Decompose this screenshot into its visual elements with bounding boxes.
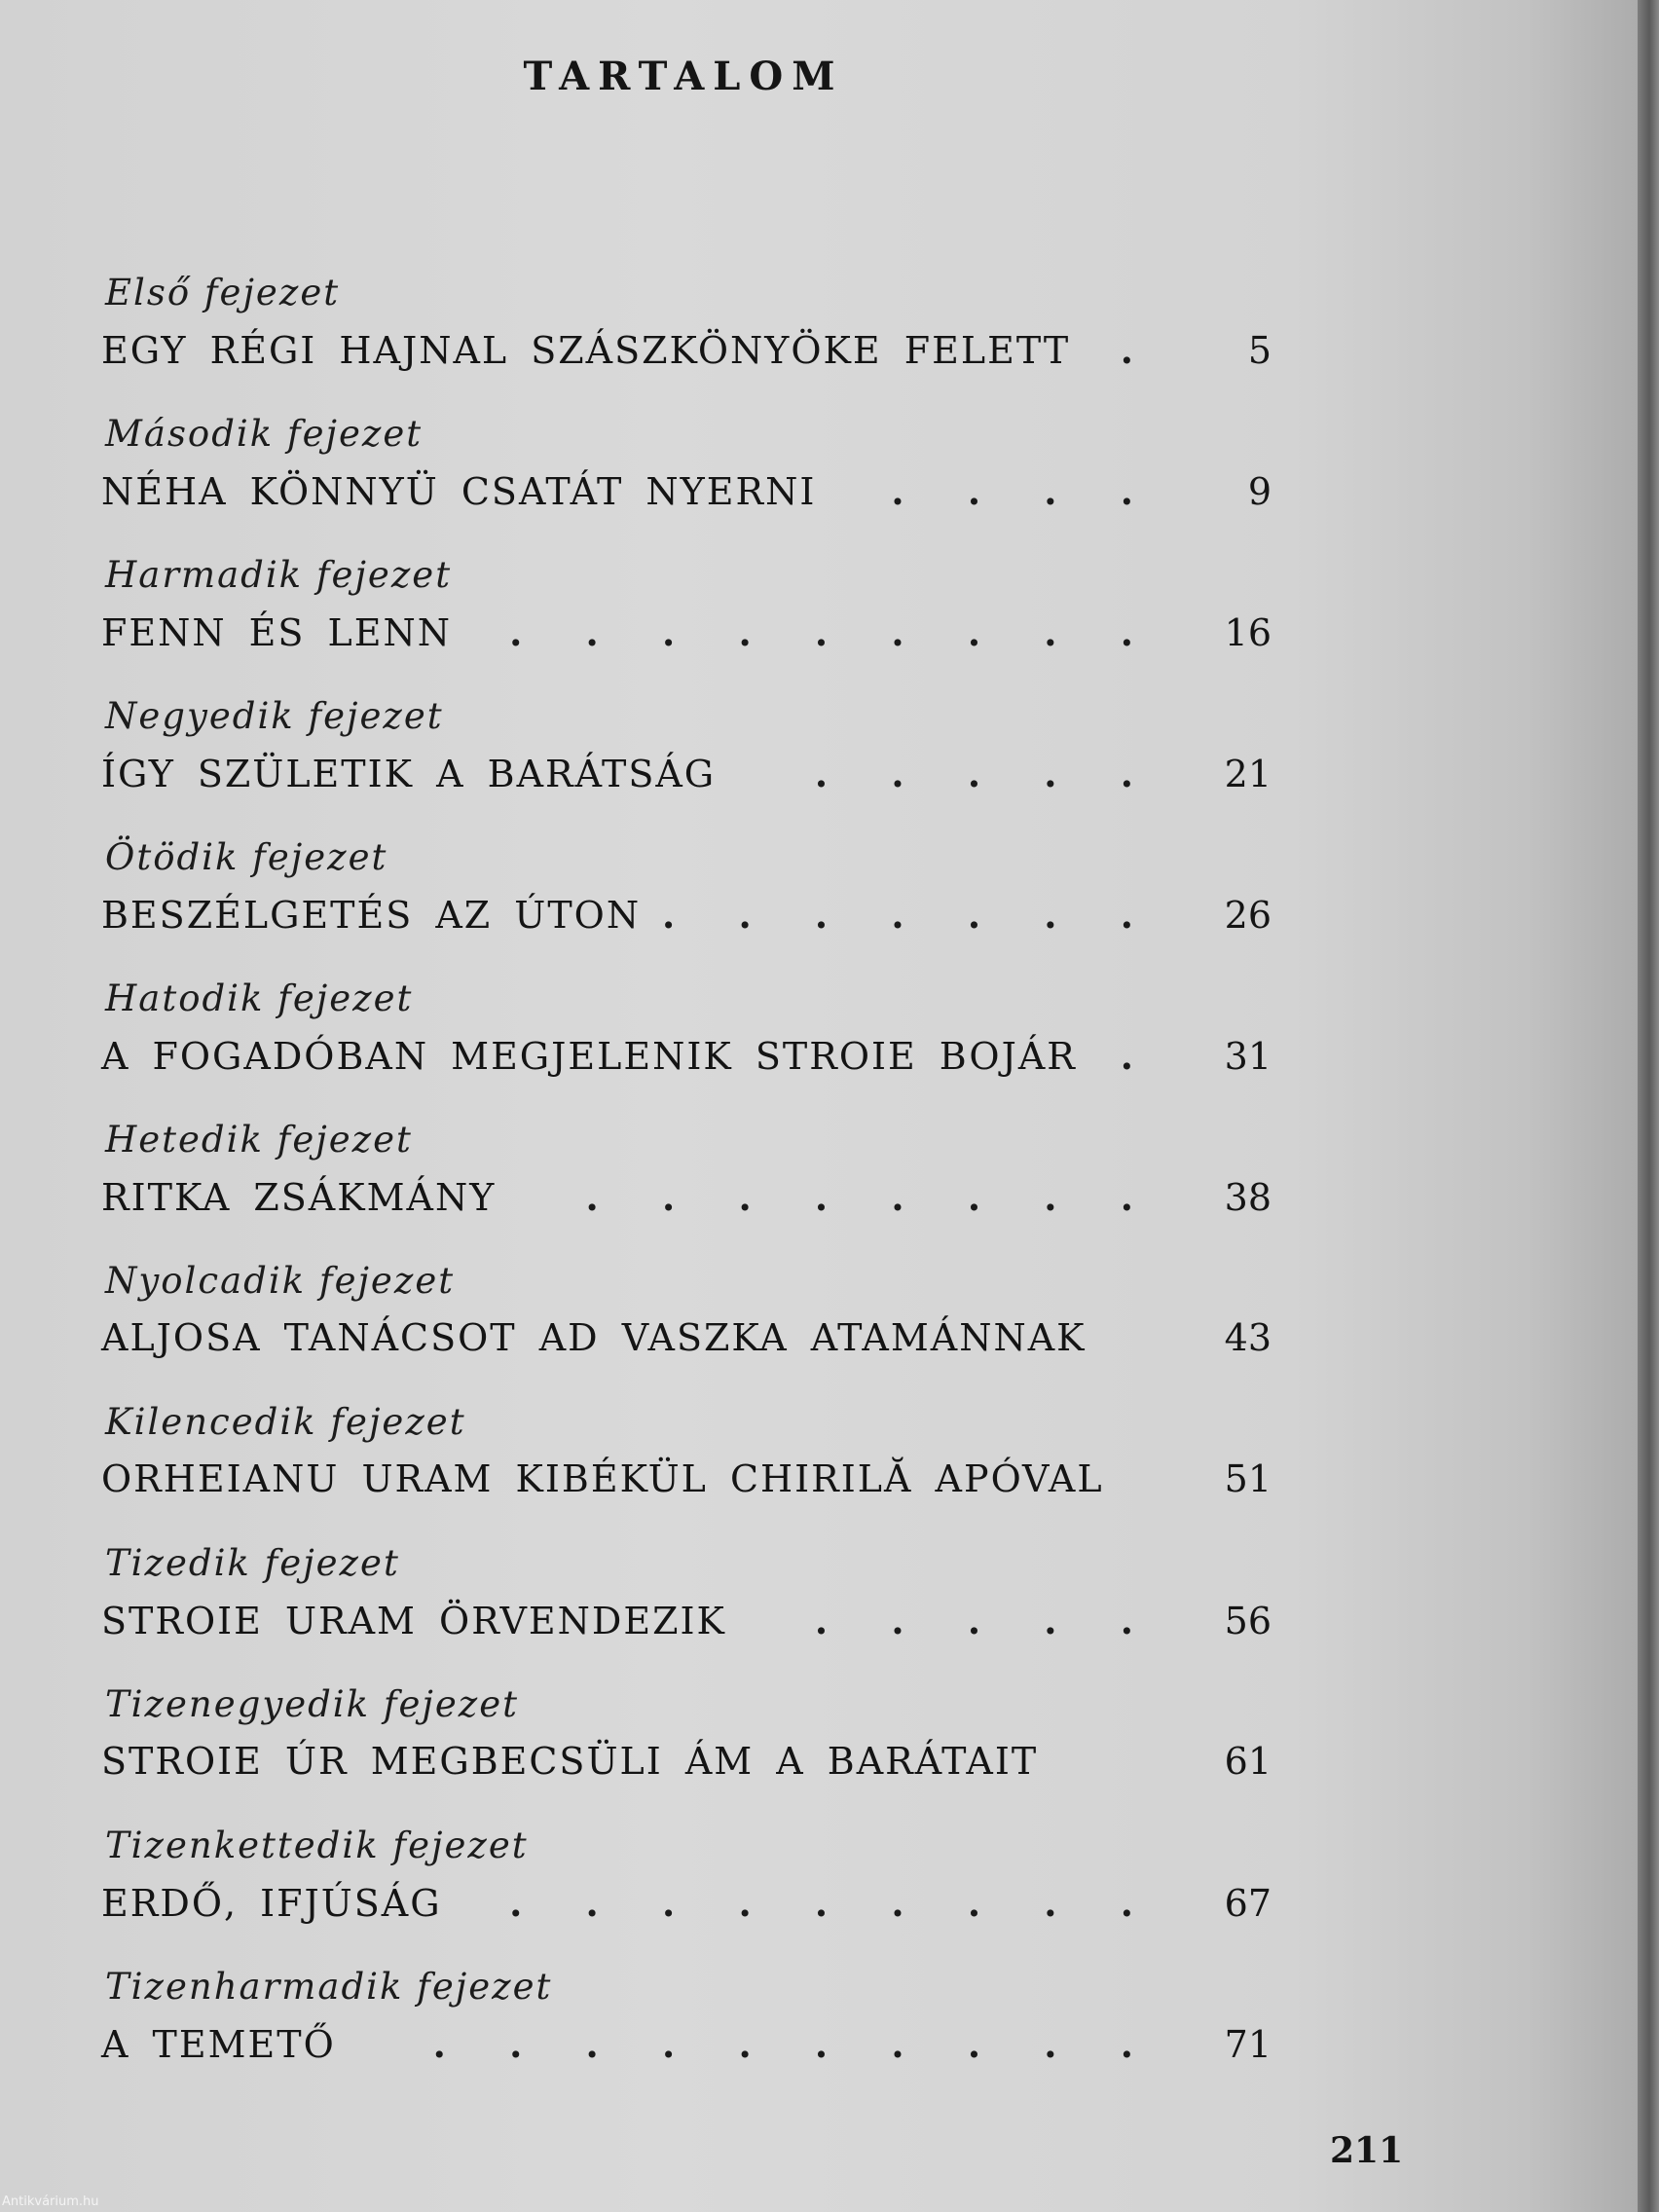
chapter-title: ÍGY SZÜLETIK A BARÁTSÁG bbox=[101, 753, 717, 795]
page-number: 16 bbox=[1224, 611, 1272, 654]
toc-entry bbox=[101, 1952, 1289, 2093]
chapter-label: Tizenharmadik fejezet bbox=[105, 1966, 553, 2008]
toc-entry bbox=[101, 964, 1289, 1105]
dot-leader: . . . . . . . . . bbox=[509, 610, 1159, 654]
page-number: 56 bbox=[1224, 1600, 1272, 1642]
page-number: 38 bbox=[1224, 1176, 1272, 1219]
chapter-label: Első fejezet bbox=[105, 272, 341, 313]
chapter-title: ORHEIANU URAM KIBÉKÜL CHIRILĂ APÓVAL bbox=[101, 1457, 1104, 1500]
chapter-title: ALJOSA TANÁCSOT AD VASZKA ATAMÁNNAK bbox=[101, 1316, 1087, 1359]
dot-leader: . . . . . . . . bbox=[585, 1175, 1159, 1219]
toc-line bbox=[101, 1599, 1289, 1653]
toc-line bbox=[101, 328, 1289, 383]
toc-entry bbox=[101, 1387, 1289, 1529]
toc-line bbox=[101, 1881, 1289, 1936]
dot-leader: . . . . . bbox=[814, 1599, 1159, 1642]
chapter-title: STROIE URAM ÖRVENDEZIK bbox=[101, 1600, 726, 1642]
toc-entry bbox=[101, 823, 1289, 964]
chapter-label: Kilencedik fejezet bbox=[105, 1401, 466, 1443]
watermark: Antikvárium.hu bbox=[2, 2194, 99, 2209]
page-number: 21 bbox=[1224, 753, 1272, 795]
toc-line bbox=[101, 610, 1289, 665]
toc-entry bbox=[101, 258, 1289, 399]
page-number: 67 bbox=[1224, 1882, 1272, 1925]
chapter-title: RITKA ZSÁKMÁNY bbox=[101, 1176, 497, 1219]
toc-entry bbox=[101, 682, 1289, 823]
toc-entry bbox=[101, 1670, 1289, 1811]
page-number: 51 bbox=[1224, 1457, 1272, 1500]
chapter-label: Ötödik fejezet bbox=[105, 836, 388, 878]
page-number: 61 bbox=[1224, 1740, 1272, 1783]
chapter-title: STROIE ÚR MEGBECSÜLI ÁM A BARÁTAIT bbox=[101, 1740, 1039, 1783]
chapter-label: Tizenkettedik fejezet bbox=[105, 1825, 529, 1866]
toc-line bbox=[101, 1316, 1289, 1371]
chapter-label: Nyolcadik fejezet bbox=[105, 1260, 456, 1302]
chapter-label: Negyedik fejezet bbox=[105, 695, 444, 737]
chapter-title: NÉHA KÖNNYÜ CSATÁT NYERNI bbox=[101, 470, 817, 513]
chapter-label: Hatodik fejezet bbox=[105, 977, 414, 1019]
page-edge bbox=[1638, 0, 1659, 2212]
page-number: 9 bbox=[1247, 470, 1272, 513]
toc-entry bbox=[101, 540, 1289, 682]
chapter-label: Második fejezet bbox=[105, 413, 424, 455]
chapter-title: A TEMETŐ bbox=[101, 2023, 336, 2066]
chapter-label: Hetedik fejezet bbox=[105, 1119, 413, 1161]
dot-leader: . . . . . . . . . bbox=[509, 1881, 1159, 1925]
chapter-title: EGY RÉGI HAJNAL SZÁSZKÖNYÖKE FELETT bbox=[101, 329, 1071, 372]
table-of-contents bbox=[101, 258, 1289, 2093]
chapter-title: A FOGADÓBAN MEGJELENIK STROIE BOJÁR bbox=[101, 1035, 1077, 1078]
page-number: 26 bbox=[1224, 894, 1272, 937]
page-number: 5 bbox=[1247, 329, 1272, 372]
toc-line bbox=[101, 1457, 1289, 1512]
page-title: TARTALOM bbox=[523, 54, 844, 99]
toc-line bbox=[101, 469, 1289, 524]
dot-leader: . . . . bbox=[891, 469, 1159, 513]
folio-page-number: 211 bbox=[1330, 2130, 1404, 2171]
dot-leader: . . . . . bbox=[814, 752, 1159, 795]
dot-leader: . bbox=[1120, 328, 1159, 372]
page-number: 71 bbox=[1224, 2023, 1272, 2066]
toc-line bbox=[101, 2022, 1289, 2077]
dot-leader: . . . . . . . . . . bbox=[432, 2022, 1159, 2066]
toc-line bbox=[101, 1175, 1289, 1230]
toc-entry bbox=[101, 1529, 1289, 1670]
page-number: 43 bbox=[1224, 1316, 1272, 1359]
chapter-title: FENN ÉS LENN bbox=[101, 611, 453, 654]
dot-leader: . . . . . . . bbox=[662, 893, 1159, 937]
dot-leader: . bbox=[1120, 1034, 1159, 1078]
toc-line bbox=[101, 752, 1289, 806]
toc-entry bbox=[101, 1105, 1289, 1246]
toc-entry bbox=[101, 1811, 1289, 1952]
toc-entry bbox=[101, 1246, 1289, 1387]
chapter-title: ERDŐ, IFJÚSÁG bbox=[101, 1882, 442, 1925]
page-number: 31 bbox=[1224, 1035, 1272, 1078]
chapter-label: Harmadik fejezet bbox=[105, 554, 453, 596]
chapter-label: Tizedik fejezet bbox=[105, 1542, 400, 1584]
toc-entry bbox=[101, 399, 1289, 540]
toc-line bbox=[101, 893, 1289, 947]
chapter-label: Tizenegyedik fejezet bbox=[105, 1683, 520, 1725]
toc-line bbox=[101, 1740, 1289, 1794]
chapter-title: BESZÉLGETÉS AZ ÚTON bbox=[101, 894, 642, 937]
toc-line bbox=[101, 1034, 1289, 1088]
